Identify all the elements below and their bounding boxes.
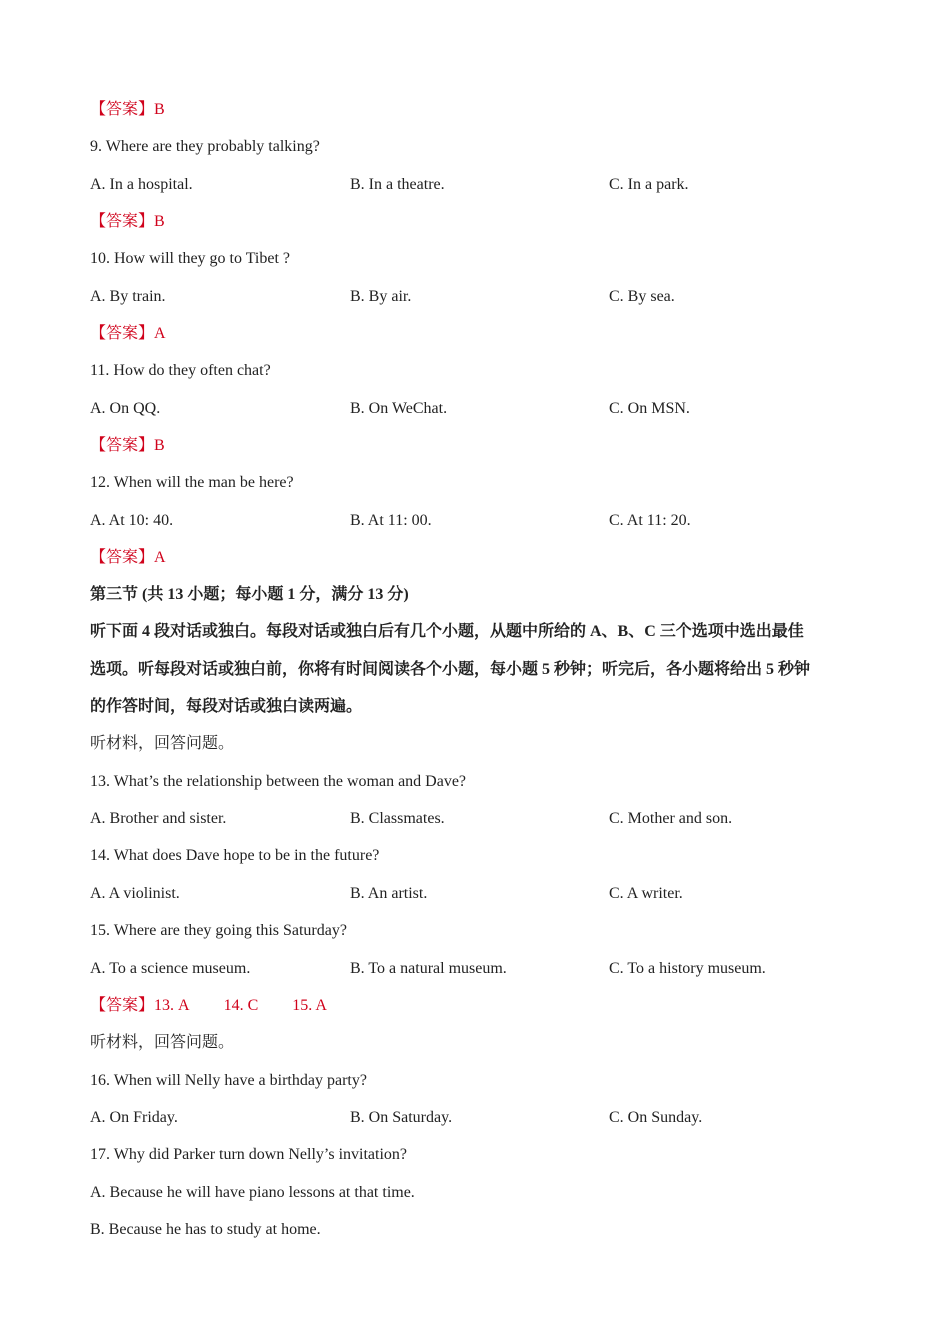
answer-label: 【答案】 [90, 213, 155, 230]
q14-option-a: A. A violinist. [90, 885, 180, 902]
q15-option-a: A. To a science museum. [90, 960, 251, 977]
question-9: 9. Where are they probably talking? [90, 138, 320, 155]
q14-option-b: B. An artist. [350, 885, 428, 902]
q13-option-b: B. Classmates. [350, 810, 445, 827]
answer-value: A [154, 325, 166, 342]
answer-value: B [154, 213, 165, 230]
answer-13: 13. A [154, 997, 190, 1014]
question-16: 16. When will Nelly have a birthday party? [90, 1072, 367, 1089]
section-instructions-line-2: 选项。听每段对话或独白前，你将有时间阅读各个小题，每小题 5 秒钟；听完后，各小题将给出 5 秒钟 [90, 661, 811, 678]
q10-option-b: B. By air. [350, 288, 412, 305]
section-heading: 第三节 (共 13 小题；每小题 1 分，满分 13 分) [90, 586, 409, 603]
q16-option-a: A. On Friday. [90, 1109, 178, 1126]
q11-option-a: A. On QQ. [90, 400, 161, 417]
answer-label: 【答案】 [90, 101, 155, 118]
q12-option-a: A. At 10: 40. [90, 512, 174, 529]
question-11: 11. How do they often chat? [90, 362, 271, 379]
answer-line [90, 212, 165, 232]
section-instructions-line-3: 的作答时间，每段对话或独白读两遍。 [90, 698, 363, 715]
group1-answer-line [90, 996, 327, 1016]
q10-option-a: A. By train. [90, 288, 166, 305]
answer-15: 15. A [292, 997, 327, 1014]
q9-option-a: A. In a hospital. [90, 176, 193, 193]
q17-option-b: B. Because he has to study at home. [90, 1221, 321, 1238]
answer-value: A [154, 549, 166, 566]
answer-line [90, 324, 166, 344]
q16-option-c: C. On Sunday. [609, 1109, 703, 1126]
answer-line [90, 436, 165, 456]
answer-label: 【答案】 [90, 325, 155, 342]
answer-value: B [154, 101, 165, 118]
question-15: 15. Where are they going this Saturday? [90, 922, 347, 939]
answer-line [90, 548, 166, 568]
question-13: 13. What’s the relationship between the woman and Dave? [90, 773, 467, 790]
q11-option-c: C. On MSN. [609, 400, 690, 417]
answer-14: 14. C [223, 997, 259, 1014]
answer-label: 【答案】 [90, 437, 155, 454]
listen-prompt-2: 听材料，回答问题。 [90, 1034, 235, 1051]
question-14: 14. What does Dave hope to be in the future? [90, 847, 380, 864]
question-12: 12. When will the man be here? [90, 474, 294, 491]
q15-option-c: C. To a history museum. [609, 960, 766, 977]
q12-option-b: B. At 11: 00. [350, 512, 432, 529]
q12-option-c: C. At 11: 20. [609, 512, 691, 529]
q13-option-a: A. Brother and sister. [90, 810, 227, 827]
section-instructions-line-1: 听下面 4 段对话或独白。每段对话或独白后有几个小题，从题中所给的 A、B、C 三个选项中选出最佳 [90, 623, 804, 640]
q14-option-c: C. A writer. [609, 885, 683, 902]
q11-option-b: B. On WeChat. [350, 400, 448, 417]
q16-option-b: B. On Saturday. [350, 1109, 453, 1126]
listen-prompt: 听材料，回答问题。 [90, 735, 235, 752]
answer-line [90, 100, 165, 120]
q9-option-c: C. In a park. [609, 176, 689, 193]
q10-option-c: C. By sea. [609, 288, 675, 305]
question-17: 17. Why did Parker turn down Nelly’s invitation? [90, 1146, 407, 1163]
answer-label: 【答案】 [90, 549, 155, 566]
answer-label: 【答案】 [90, 997, 155, 1014]
q15-option-b: B. To a natural museum. [350, 960, 507, 977]
question-10: 10. How will they go to Tibet ? [90, 250, 291, 267]
q17-option-a: A. Because he will have piano lessons at that time. [90, 1184, 415, 1201]
q13-option-c: C. Mother and son. [609, 810, 733, 827]
q9-option-b: B. In a theatre. [350, 176, 445, 193]
answer-value: B [154, 437, 165, 454]
